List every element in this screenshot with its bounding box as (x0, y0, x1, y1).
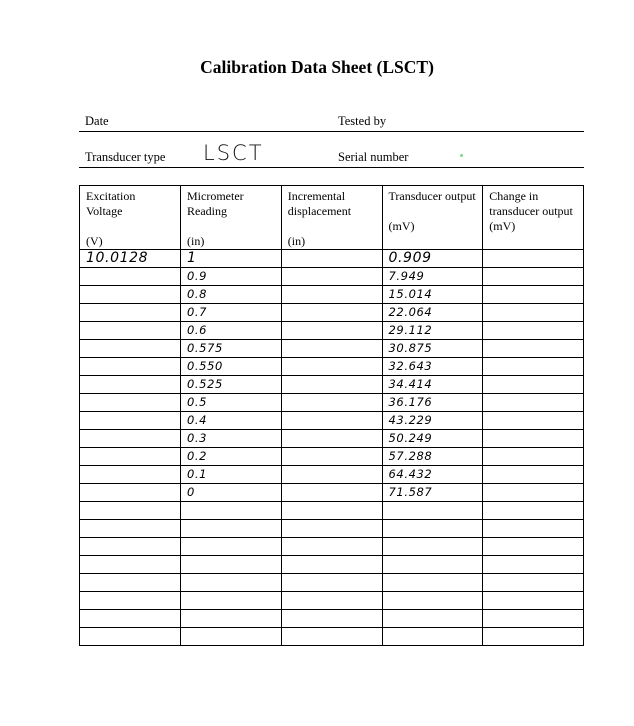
transducer-output-cell[interactable]: 36.176 (382, 394, 483, 412)
header-unit: (in) (187, 234, 205, 248)
excitation-voltage-cell[interactable] (80, 394, 181, 412)
table-row (80, 304, 584, 322)
incremental-displacement-cell[interactable] (281, 322, 382, 340)
calibration-table (79, 185, 584, 646)
micrometer-reading-cell[interactable]: 0.9 (181, 268, 282, 286)
excitation-voltage-cell[interactable] (80, 610, 181, 628)
change-in-output-cell[interactable] (483, 430, 584, 448)
change-in-output-cell[interactable] (483, 484, 584, 502)
transducer-output-cell[interactable]: 15.014 (382, 286, 483, 304)
excitation-voltage-cell[interactable] (80, 304, 181, 322)
table-row (80, 358, 584, 376)
transducer-type-value[interactable]: LSCT (203, 141, 264, 165)
transducer-output-cell[interactable]: 50.249 (382, 430, 483, 448)
excitation-voltage-cell[interactable] (80, 340, 181, 358)
table-row (80, 268, 584, 286)
micrometer-reading-cell[interactable]: 0.8 (181, 286, 282, 304)
incremental-displacement-cell[interactable] (281, 610, 382, 628)
table-row (80, 538, 584, 556)
micrometer-reading-cell[interactable]: 0.1 (181, 466, 282, 484)
table-row (80, 574, 584, 592)
header-label: Incremental displacement (287, 189, 352, 218)
excitation-voltage-cell[interactable]: 10.0128 (80, 250, 181, 268)
micrometer-reading-cell[interactable]: 0.525 (181, 376, 282, 394)
incremental-displacement-cell[interactable] (281, 466, 382, 484)
table-row (80, 448, 584, 466)
micrometer-reading-cell[interactable] (181, 502, 282, 520)
change-in-output-cell[interactable] (483, 610, 584, 628)
incremental-displacement-cell[interactable] (281, 574, 382, 592)
transducer-output-cell[interactable]: 29.112 (382, 322, 483, 340)
transducer-output-cell[interactable]: 30.875 (382, 340, 483, 358)
table-row (80, 592, 584, 610)
change-in-output-cell[interactable] (483, 376, 584, 394)
excitation-voltage-cell[interactable] (80, 268, 181, 286)
change-in-output-cell[interactable] (483, 520, 584, 538)
micrometer-reading-cell[interactable]: 0.7 (181, 304, 282, 322)
header-transducer-output (382, 186, 483, 250)
excitation-voltage-cell[interactable] (80, 628, 181, 646)
date-label: Date (85, 114, 109, 128)
incremental-displacement-cell[interactable] (281, 628, 382, 646)
incremental-displacement-cell[interactable] (281, 394, 382, 412)
excitation-voltage-cell[interactable] (80, 502, 181, 520)
excitation-voltage-cell[interactable] (80, 430, 181, 448)
micrometer-reading-cell[interactable]: 0.550 (181, 358, 282, 376)
change-in-output-cell[interactable] (483, 592, 584, 610)
header-change-in-output (483, 186, 584, 250)
micrometer-reading-cell[interactable] (181, 520, 282, 538)
transducer-output-cell[interactable]: 7.949 (382, 268, 483, 286)
tested-by-label: Tested by (338, 114, 387, 128)
change-in-output-cell[interactable] (483, 250, 584, 268)
incremental-displacement-cell[interactable] (281, 484, 382, 502)
micrometer-reading-cell[interactable]: 0 (181, 484, 282, 502)
change-in-output-cell[interactable] (483, 412, 584, 430)
incremental-displacement-cell[interactable] (281, 430, 382, 448)
micrometer-reading-cell[interactable] (181, 538, 282, 556)
header-unit: (V) (86, 234, 103, 248)
micrometer-reading-cell[interactable]: 0.6 (181, 322, 282, 340)
transducer-output-cell[interactable] (382, 502, 483, 520)
transducer-output-cell[interactable] (382, 556, 483, 574)
excitation-voltage-cell[interactable] (80, 556, 181, 574)
incremental-displacement-cell[interactable] (281, 376, 382, 394)
serial-number-label: Serial number (338, 150, 409, 164)
header-label: Micrometer Reading (187, 189, 244, 218)
header-label: Transducer output (388, 189, 476, 203)
table-header-row (80, 186, 584, 250)
header-unit: (mV) (388, 219, 415, 233)
incremental-displacement-cell[interactable] (281, 502, 382, 520)
incremental-displacement-cell[interactable] (281, 412, 382, 430)
excitation-voltage-cell[interactable] (80, 286, 181, 304)
change-in-output-cell[interactable] (483, 538, 584, 556)
excitation-voltage-cell[interactable] (80, 358, 181, 376)
transducer-output-cell[interactable]: 22.064 (382, 304, 483, 322)
table-row (80, 376, 584, 394)
table-row (80, 412, 584, 430)
excitation-voltage-cell[interactable] (80, 466, 181, 484)
change-in-output-cell[interactable] (483, 448, 584, 466)
change-in-output-cell[interactable] (483, 394, 584, 412)
incremental-displacement-cell[interactable] (281, 250, 382, 268)
change-in-output-cell[interactable] (483, 304, 584, 322)
transducer-output-cell[interactable] (382, 538, 483, 556)
excitation-voltage-cell[interactable] (80, 322, 181, 340)
micrometer-reading-cell[interactable]: 0.3 (181, 430, 282, 448)
transducer-output-cell[interactable] (382, 592, 483, 610)
excitation-voltage-cell[interactable] (80, 448, 181, 466)
excitation-voltage-cell[interactable] (80, 592, 181, 610)
date-tested-row (79, 111, 584, 132)
micrometer-reading-cell[interactable] (181, 574, 282, 592)
micrometer-reading-cell[interactable]: 0.2 (181, 448, 282, 466)
header-unit: (in) (287, 234, 306, 248)
table-row (80, 610, 584, 628)
header-unit: (mV) (489, 219, 516, 233)
transducer-output-cell[interactable]: 71.587 (382, 484, 483, 502)
table-row (80, 394, 584, 412)
change-in-output-cell[interactable] (483, 358, 584, 376)
excitation-voltage-cell[interactable] (80, 412, 181, 430)
page-title: Calibration Data Sheet (LSCT) (200, 57, 434, 77)
change-in-output-cell[interactable] (483, 268, 584, 286)
excitation-voltage-cell[interactable] (80, 520, 181, 538)
excitation-voltage-cell[interactable] (80, 484, 181, 502)
excitation-voltage-cell[interactable] (80, 574, 181, 592)
micrometer-reading-cell[interactable] (181, 628, 282, 646)
table-row (80, 556, 584, 574)
micrometer-reading-cell[interactable] (181, 556, 282, 574)
table-row (80, 322, 584, 340)
incremental-displacement-cell[interactable] (281, 286, 382, 304)
change-in-output-cell[interactable] (483, 466, 584, 484)
header-incremental-displacement (281, 186, 382, 250)
incremental-displacement-cell[interactable] (281, 268, 382, 286)
transducer-output-cell[interactable]: 43.229 (382, 412, 483, 430)
transducer-output-cell[interactable]: 0.909 (382, 250, 483, 268)
table-row (80, 484, 584, 502)
incremental-displacement-cell[interactable] (281, 538, 382, 556)
table-body (80, 250, 584, 646)
transducer-output-cell[interactable]: 34.414 (382, 376, 483, 394)
transducer-output-cell[interactable] (382, 628, 483, 646)
transducer-output-cell[interactable]: 64.432 (382, 466, 483, 484)
transducer-output-cell[interactable] (382, 520, 483, 538)
incremental-displacement-cell[interactable] (281, 520, 382, 538)
incremental-displacement-cell[interactable] (281, 304, 382, 322)
transducer-output-cell[interactable] (382, 610, 483, 628)
incremental-displacement-cell[interactable] (281, 358, 382, 376)
excitation-voltage-cell[interactable] (80, 376, 181, 394)
micrometer-reading-cell[interactable]: 1 (181, 250, 282, 268)
incremental-displacement-cell[interactable] (281, 448, 382, 466)
header-micrometer-reading (181, 186, 282, 250)
transducer-output-cell[interactable]: 32.643 (382, 358, 483, 376)
change-in-output-cell[interactable] (483, 502, 584, 520)
green-dot-mark (460, 154, 463, 157)
header-label: Excitation Voltage (86, 189, 136, 218)
change-in-output-cell[interactable] (483, 286, 584, 304)
table-row (80, 628, 584, 646)
table-row (80, 250, 584, 268)
transducer-output-cell[interactable] (382, 574, 483, 592)
table-row (80, 466, 584, 484)
excitation-voltage-cell[interactable] (80, 538, 181, 556)
table-row (80, 340, 584, 358)
table-row (80, 502, 584, 520)
incremental-displacement-cell[interactable] (281, 340, 382, 358)
micrometer-reading-cell[interactable]: 0.5 (181, 394, 282, 412)
change-in-output-cell[interactable] (483, 322, 584, 340)
change-in-output-cell[interactable] (483, 556, 584, 574)
micrometer-reading-cell[interactable] (181, 610, 282, 628)
incremental-displacement-cell[interactable] (281, 592, 382, 610)
change-in-output-cell[interactable] (483, 340, 584, 358)
header-excitation-voltage (80, 186, 181, 250)
change-in-output-cell[interactable] (483, 628, 584, 646)
transducer-type-label: Transducer type (85, 150, 166, 164)
micrometer-reading-cell[interactable] (181, 592, 282, 610)
micrometer-reading-cell[interactable]: 0.4 (181, 412, 282, 430)
table-row (80, 286, 584, 304)
transducer-serial-row (79, 141, 584, 168)
transducer-output-cell[interactable]: 57.288 (382, 448, 483, 466)
header-label: Change in transducer output (489, 189, 573, 218)
change-in-output-cell[interactable] (483, 574, 584, 592)
table-row (80, 520, 584, 538)
table-row (80, 430, 584, 448)
micrometer-reading-cell[interactable]: 0.575 (181, 340, 282, 358)
incremental-displacement-cell[interactable] (281, 556, 382, 574)
